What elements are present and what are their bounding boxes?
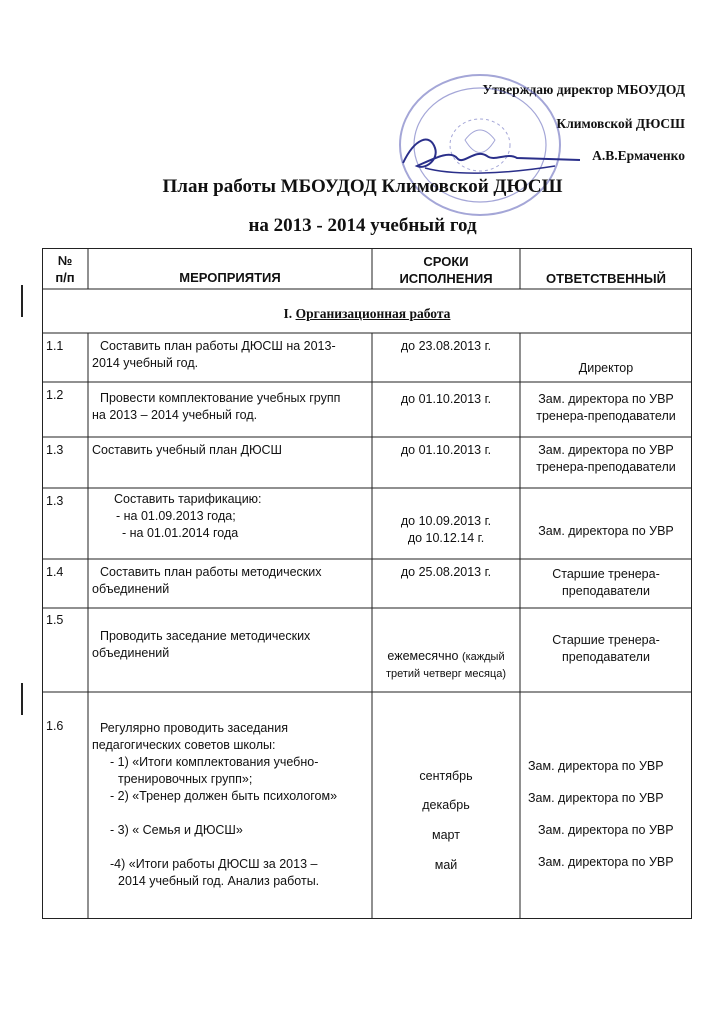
responsible-line: Зам. директора по УВР [538, 855, 674, 869]
activity-line: - на 01.09.2013 года; [116, 509, 236, 523]
row-deadline: до 01.10.2013 г. [400, 392, 492, 406]
header-activity: МЕРОПРИЯТИЯ [179, 270, 281, 285]
activity-line: - 1) «Итоги комплектования учебно- [110, 755, 319, 769]
row-num: 1.6 [46, 719, 64, 733]
activity-line: объединений [92, 582, 170, 596]
scan-mark [21, 285, 23, 317]
responsible-line: преподаватели [562, 584, 650, 598]
deadline-line: сентябрь [419, 769, 473, 783]
header-deadline-line2: ИСПОЛНЕНИЯ [399, 271, 493, 286]
responsible-line: Зам. директора по УВР [528, 759, 664, 773]
row-activity [92, 390, 370, 424]
row-activity [92, 491, 370, 542]
deadline-note: третий четверг месяца) [385, 668, 507, 680]
row-responsible [520, 391, 692, 425]
deadline-line: до 10.12.14 г. [407, 531, 485, 545]
deadline-line: ежемесячно [387, 649, 459, 663]
responsible-line: Зам. директора по УВР [528, 791, 664, 805]
row-deadline: до 25.08.2013 г. [400, 565, 492, 579]
approval-line-1: Утверждаю директор МБОУДОД [482, 82, 685, 97]
responsible-line: тренера-преподаватели [536, 409, 676, 423]
approval-line-2: Климовской ДЮСШ [556, 116, 685, 131]
responsible-line: тренера-преподаватели [536, 460, 676, 474]
activity-line: педагогических советов школы: [92, 738, 276, 752]
section-title: Организационная работа [295, 306, 451, 321]
signature [395, 128, 585, 183]
activity-line: 2014 учебный год. [92, 356, 199, 370]
deadline-line: май [434, 858, 458, 872]
row-deadline: до 01.10.2013 г. [400, 443, 492, 457]
activity-line: Составить план работы ДЮСШ на 2013- [100, 339, 336, 353]
header-num-line1: № [57, 253, 73, 268]
row-deadline [372, 768, 520, 874]
row-activity: Составить учебный план ДЮСШ [92, 443, 283, 457]
responsible-line: Зам. директора по УВР [538, 392, 674, 406]
responsible-line: Зам. директора по УВР [538, 443, 674, 457]
row-activity [92, 338, 370, 372]
row-deadline [372, 648, 520, 683]
activity-line: Регулярно проводить заседания [100, 721, 288, 735]
row-num: 1.1 [46, 339, 64, 353]
row-responsible [528, 758, 692, 871]
section-heading [42, 305, 692, 322]
work-plan-table [42, 248, 692, 919]
activity-line: 2014 учебный год. Анализ работы. [118, 874, 320, 888]
row-deadline: до 23.08.2013 г. [400, 339, 492, 353]
deadline-line: декабрь [422, 798, 470, 812]
activity-line: Провести комплектование учебных групп [100, 391, 341, 405]
activity-line: Составить план работы методических [100, 565, 322, 579]
header-deadline [372, 253, 520, 287]
row-deadline [372, 513, 520, 547]
activity-line: - 3) « Семья и ДЮСШ» [110, 823, 243, 837]
activity-line: - 2) «Тренер должен быть психологом» [110, 789, 338, 803]
activity-line: тренировочных групп»; [118, 772, 253, 786]
header-num-line2: п/п [55, 270, 75, 285]
responsible-line: Зам. директора по УВР [538, 823, 674, 837]
document-subtitle: на 2013 - 2014 учебный год [248, 215, 477, 236]
row-responsible [520, 632, 692, 666]
responsible-line: Старшие тренера- [552, 633, 660, 647]
row-activity [92, 628, 370, 662]
row-num: 1.3 [46, 494, 64, 508]
deadline-line: март [432, 828, 460, 842]
header-num [42, 252, 88, 286]
row-num: 1.4 [46, 565, 64, 579]
row-responsible [520, 566, 692, 600]
responsible-line: Старшие тренера- [552, 567, 660, 581]
row-responsible: Директор [578, 361, 634, 375]
header-deadline-line1: СРОКИ [423, 254, 469, 269]
activity-line: Проводить заседание методических [100, 629, 311, 643]
activity-line: на 2013 – 2014 учебный год. [92, 408, 258, 422]
row-activity [92, 564, 370, 598]
activity-line: - на 01.01.2014 года [122, 526, 239, 540]
activity-line: -4) «Итоги работы ДЮСШ за 2013 – [110, 857, 318, 871]
activity-line: объединений [92, 646, 170, 660]
row-activity [92, 720, 370, 890]
row-responsible [520, 442, 692, 476]
deadline-line: до 10.09.2013 г. [400, 514, 492, 528]
document-title: План работы МБОУДОД Климовской ДЮСШ [162, 176, 563, 197]
header-responsible: ОТВЕТСТВЕННЫЙ [546, 271, 666, 286]
row-responsible: Зам. директора по УВР [538, 524, 674, 538]
section-prefix: I. [283, 306, 293, 321]
deadline-note: (каждый [461, 651, 505, 663]
responsible-line: преподаватели [562, 650, 650, 664]
row-num: 1.5 [46, 613, 64, 627]
approval-line-3: А.В.Ермаченко [592, 148, 685, 163]
activity-line: Составить тарификацию: [114, 492, 262, 506]
scan-mark [21, 683, 23, 715]
row-num: 1.2 [46, 388, 64, 402]
row-num: 1.3 [46, 443, 64, 457]
